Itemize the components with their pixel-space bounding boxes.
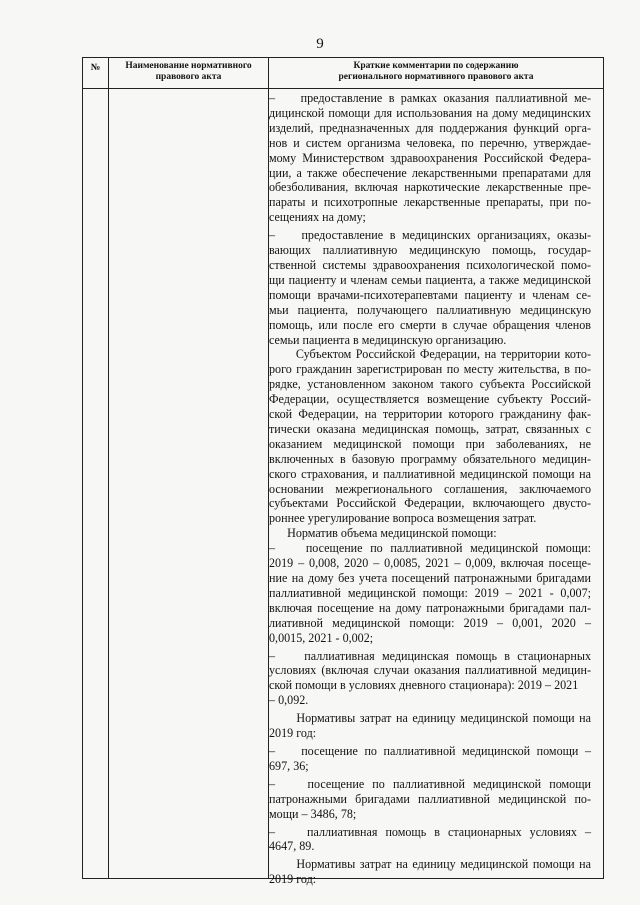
comment-line: 2019 год: (269, 872, 317, 887)
comment-line: обезболивания, включая наркотические лекарственные пре- (269, 180, 591, 195)
page-number: 9 (316, 36, 324, 52)
column-divider (108, 58, 109, 878)
comment-line: ской Федерации, на территории которого гражданину фак- (269, 407, 591, 422)
comment-line: ственной системы здравоохранения психологической помо- (269, 257, 591, 272)
comment-line: мьи пациента, получающего паллиативную медицинскую (269, 302, 591, 317)
comment-line: 697, 36; (269, 758, 309, 773)
comment-line: – посещение по паллиативной медицинской помощи: (269, 541, 591, 556)
comment-line: – предоставление в рамках оказания паллиативной ме- (269, 91, 591, 105)
comment-line: – 0,092. (269, 693, 309, 708)
comment-line: вающих паллиативную медицинскую помощь, государ- (269, 243, 591, 258)
header-comments (269, 61, 603, 83)
comment-line: рядке, установленном законом такого субъекта Российской (269, 377, 591, 392)
comment-line: 0,0015, 2021 - 0,002; (269, 630, 374, 645)
comment-line: семьи пациента в медицинскую организацию. (269, 332, 507, 347)
comment-line: Федерации, осуществляется возмещение субъекту Россий- (269, 392, 591, 407)
comment-body (269, 91, 591, 887)
comment-line: ского страхования, и паллиативной медицинской помощи на (269, 466, 591, 481)
comment-line: основании межрегионального соглашения, заключаемого (269, 481, 591, 496)
header-number: № (90, 63, 101, 73)
comment-line: рого гражданин зарегистрирован по месту жительства, в по- (269, 362, 591, 377)
comment-line: сещениях на дому; (269, 210, 366, 225)
header-comments-line: Краткие комментарии по содержанию (353, 61, 519, 71)
comment-line: Нормативы затрат на единицу медицинской помощи на (269, 857, 591, 872)
comment-line: – посещение по паллиативной медицинской помощи (269, 776, 591, 791)
comment-line: включенных в базовую программу обязательного медицин- (269, 451, 591, 466)
comment-line: 2019 – 0,008, 2020 – 0,0085, 2021 – 0,009, включая посеще- (269, 556, 591, 571)
comment-line: 2019 год: (269, 726, 317, 741)
comment-line: лиативной медицинской помощи: 2019 – 0,001, 2020 – (269, 615, 591, 630)
comment-line: – предоставление в медицинских организациях, оказы- (269, 228, 591, 243)
comment-line: 4647, 89. (269, 839, 315, 854)
comment-line: патронажными бригадами паллиативной медицинской по- (269, 791, 591, 806)
comment-line: дицинской помощи для использования на дому медицинских (269, 105, 591, 120)
comment-line: мому Министерством здравоохранения Российской Федера- (269, 150, 591, 165)
comment-line: оказанием медицинской помощи при заболеваниях, не (269, 436, 591, 451)
comment-line: щи пациенту и членам семьи пациента, а также медицинской (269, 272, 591, 287)
comment-line: ской помощи в условиях дневного стационара): 2019 – 2021 (269, 678, 579, 693)
header-act-name (109, 61, 268, 83)
comment-line: тически оказана медицинская помощь, затрат, связанных с (269, 421, 591, 436)
comment-line: Субъектом Российской Федерации, на территории кото- (269, 347, 591, 362)
comment-line: условиях (включая случаи оказания паллиативной медицин- (269, 663, 591, 678)
header-divider (83, 88, 603, 89)
comment-line: нов и систем организма человека, по перечню, утверждае- (269, 135, 591, 150)
comment-line: – паллиативная помощь в стационарных условиях – (269, 824, 591, 839)
comment-line: субъектами Российской Федерации, включающего двусто- (269, 496, 591, 511)
comment-line: параты и психотропные лекарственные препараты, при по- (269, 195, 591, 210)
comment-line: Нормативы затрат на единицу медицинской помощи на (269, 711, 591, 726)
comment-line: включая посещение на дому патронажными бригадами пал- (269, 600, 591, 615)
comment-line: изделий, предназначенных для поддержания функций орга- (269, 120, 591, 135)
comment-line: – паллиативная медицинская помощь в стационарных (269, 648, 591, 663)
comment-line: ции, а также обеспечение лекарственными препаратами для (269, 165, 591, 180)
comment-line: помощь, или после его смерти в случае обращения членов (269, 317, 591, 332)
comment-line: паллиативной медицинской помощи: 2019 – 2021 - 0,007; (269, 585, 591, 600)
header-act-name-line: правового акта (155, 72, 222, 82)
comment-line: Норматив объема медицинской помощи: (269, 526, 497, 541)
comment-line: мощи – 3486, 78; (269, 806, 357, 821)
comment-line: роннее урегулирование вопроса возмещения затрат. (269, 511, 537, 526)
document-table (82, 57, 604, 887)
comment-line: – посещение по паллиативной медицинской помощи – (269, 743, 591, 758)
header-comments-line: регионального нормативного правового акта (338, 72, 534, 82)
comment-line: ние на дому без учета посещений патронажными бригадами (269, 571, 591, 585)
header-act-name-line: Наименование нормативного (125, 61, 252, 71)
comment-line: помощи врачами-психотерапевтами пациенту и членам се- (269, 287, 591, 302)
